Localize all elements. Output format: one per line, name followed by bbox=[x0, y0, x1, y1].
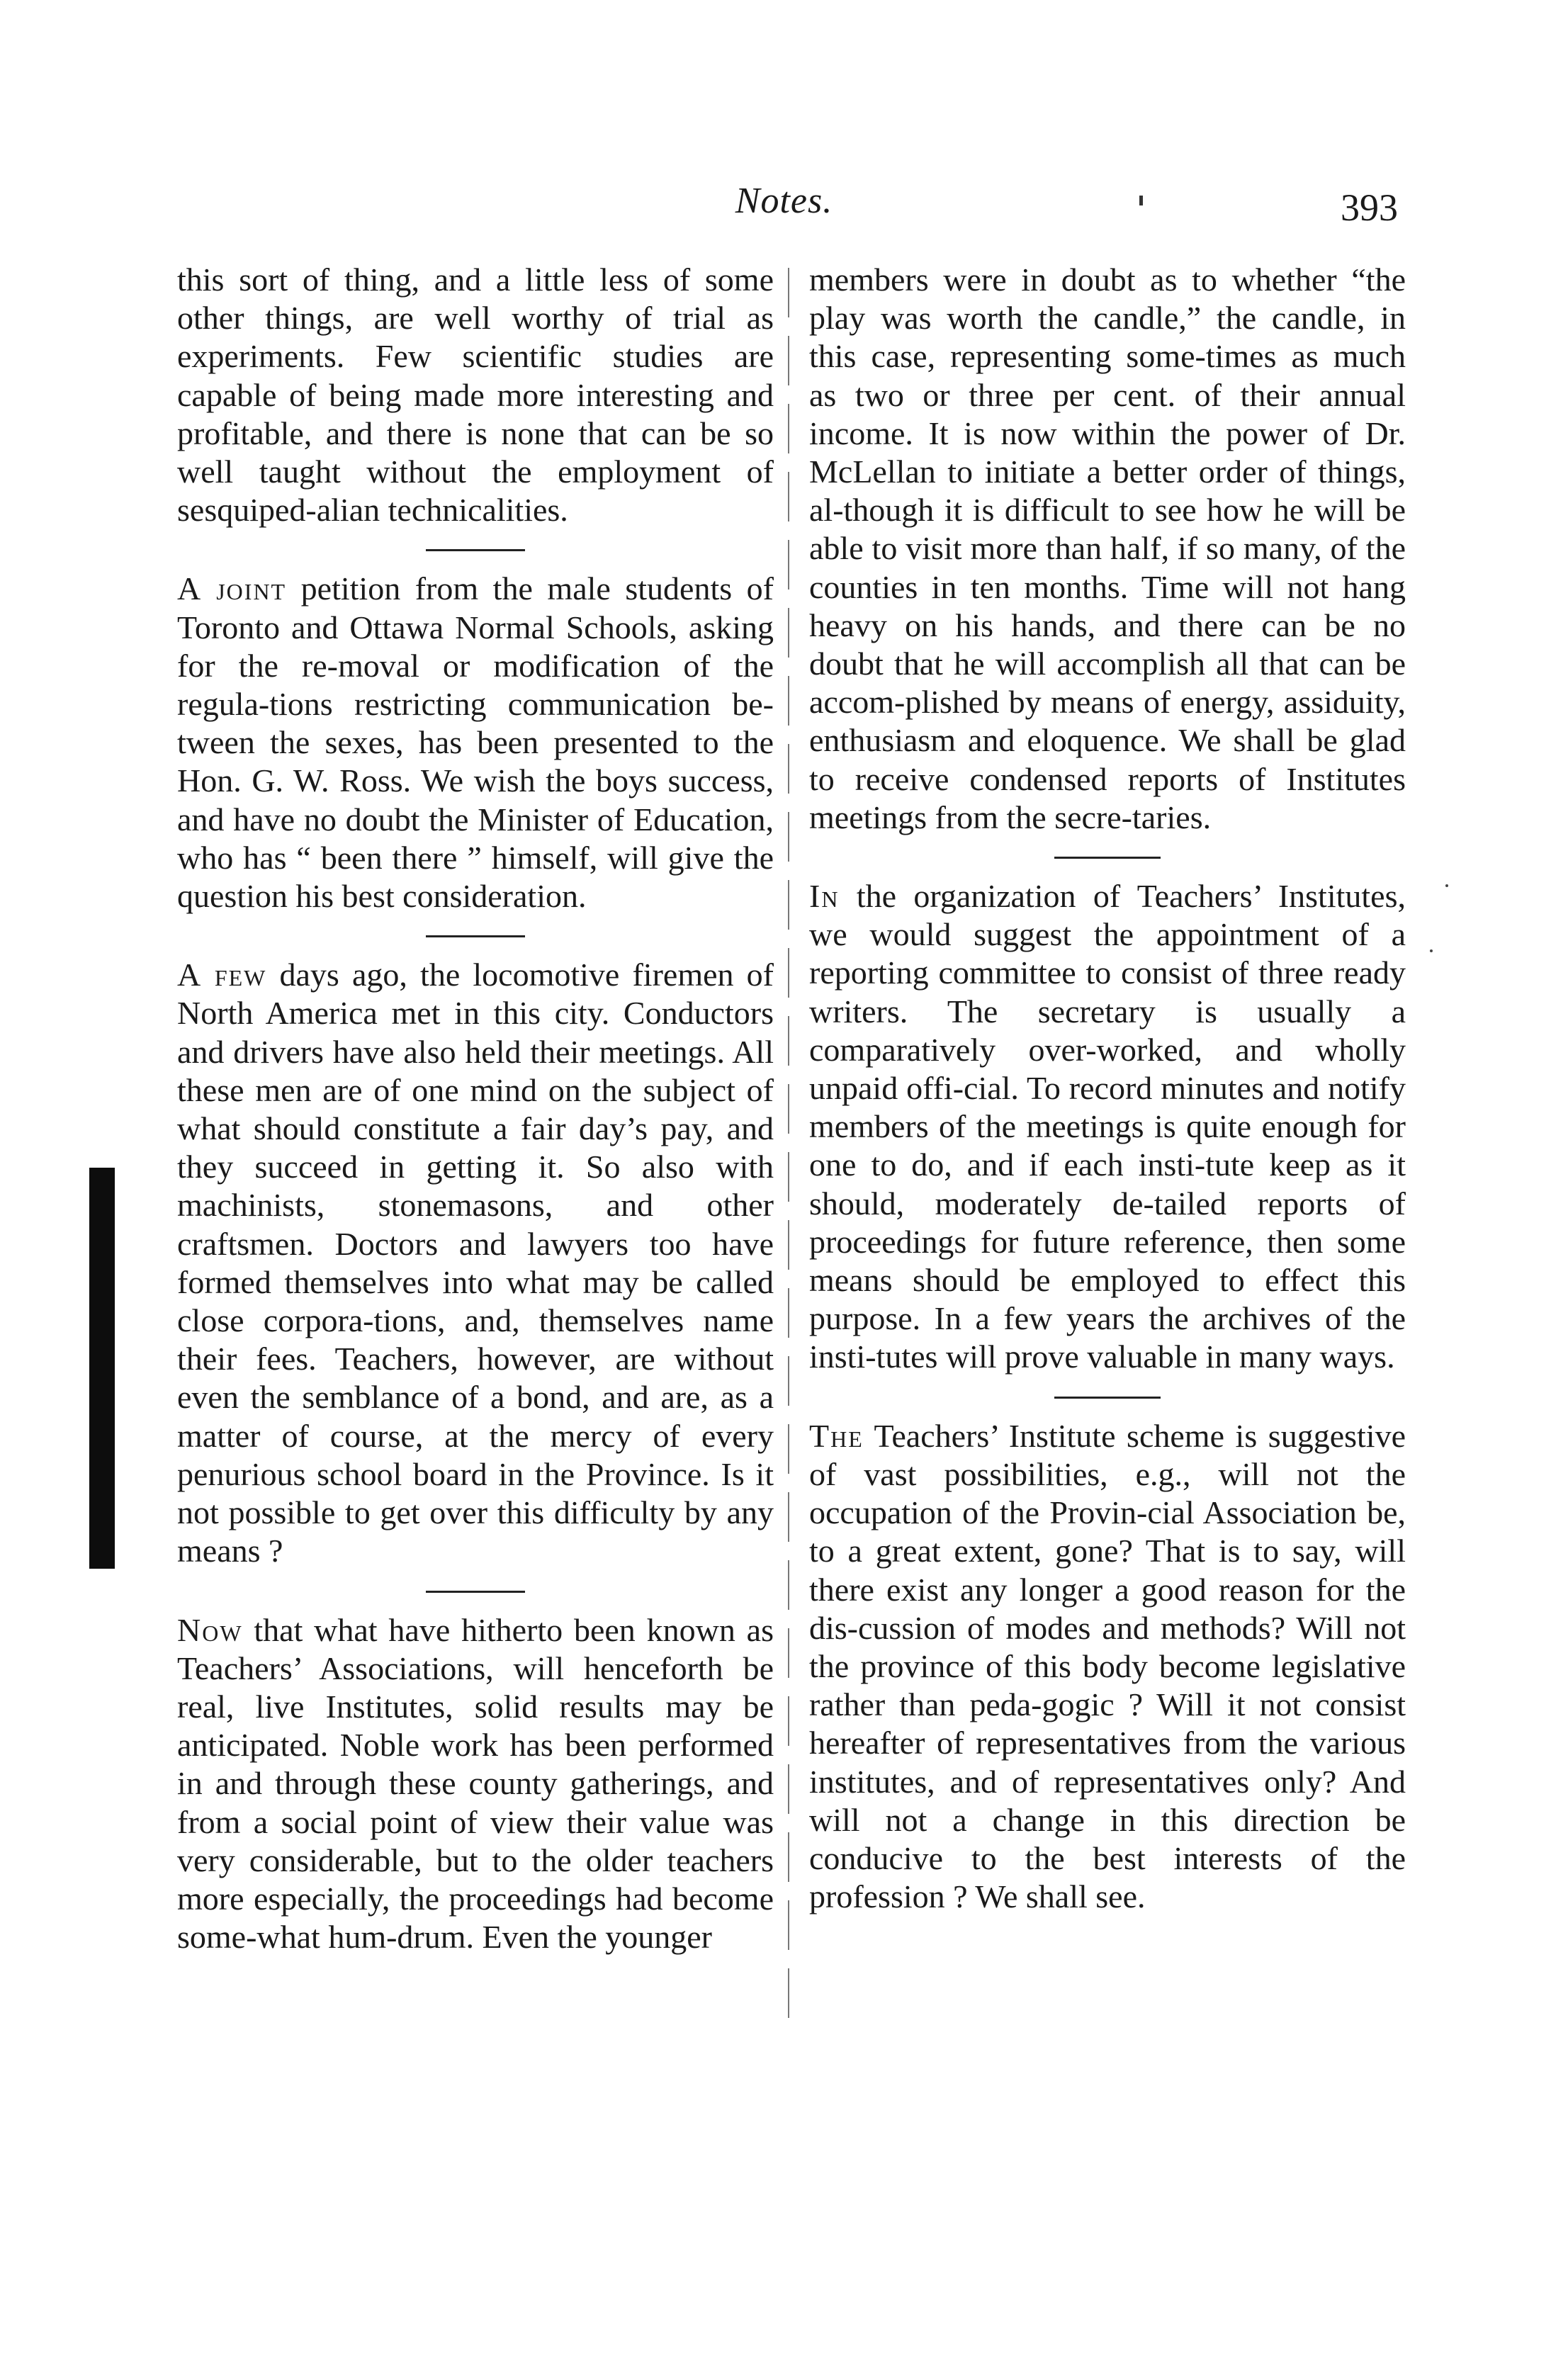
paragraph-scheme bbox=[809, 1417, 1406, 1917]
section-rule bbox=[1054, 1397, 1161, 1399]
section-rule bbox=[426, 549, 525, 551]
paragraph-firemen bbox=[177, 956, 774, 1570]
paragraph-text: petition from the male students of Toronto and Ottawa Normal Schools, asking for the re-moval or modification of the regula-tions restricting communication be-tween the sexes, has been presented to the Hon. G. W. Ross. We wish the boys success, and have no doubt the Minister of Education, who has “ been there ” himself, will give the question his best consideration. bbox=[177, 570, 774, 915]
paragraph-lead: A few bbox=[177, 957, 267, 993]
print-speck bbox=[1445, 884, 1448, 887]
paragraph-petition bbox=[177, 570, 774, 915]
section-rule bbox=[426, 1591, 525, 1593]
left-column bbox=[177, 261, 774, 1956]
paragraph-text: that what have hitherto been known as Teachers’ Associations, will henceforth be real, live Institutes, solid results may be anticipated. Noble work has been performed in and through these county gatherings, and from a social point of view their value was very considerable, but to the older teachers more especially, the proceedings had become some-what hum-drum. Even the younger bbox=[177, 1611, 774, 1956]
paragraph-lead: The bbox=[809, 1417, 864, 1454]
right-column bbox=[809, 261, 1406, 1916]
print-speck bbox=[1430, 949, 1433, 952]
paragraph-lead: A joint bbox=[177, 570, 287, 607]
page-number: 393 bbox=[1341, 186, 1398, 229]
paragraph-continued-right bbox=[809, 261, 1406, 837]
paragraph-text: members were in doubt as to whether “the play was worth the candle,” the candle, in this case, representing some-times as much as two or three per cent. of their annual income. It is now within the power of Dr. McLellan to initiate a better order of things, al-though it is difficult to see how he will be able to visit more than half, if so many, of the counties in ten months. Time will not hang heavy on his hands, and there can be no doubt that he will accomplish all that can be accom-plished by means of energy, assiduity, enthusiasm and eloquence. We shall be glad to receive condensed reports of Institutes meetings from the secre-taries. bbox=[809, 261, 1406, 835]
paragraph-text: the organization of Teachers’ Institutes, we would suggest the appointment of a reporting committee to consist of three ready writers. The secretary is usually a comparatively over-worked, and wholly unpaid offi-cial. To record minutes and notify members of the meetings is quite enough for one to do, and if each insti-tute keep as it should, moderately de-tailed reports of proceedings for future reference, then some means should be employed to effect this purpose. In a few years the archives of the insti-tutes will prove valuable in many ways. bbox=[809, 878, 1406, 1375]
paragraph-text: days ago, the locomotive firemen of North America met in this city. Conductors and drivers have also held their meetings. All these men are of one mind on the subject of what should constitute a fair day’s pay, and they succeed in getting it. So also with machinists, stonemasons, and other craftsmen. Doctors and lawyers too have formed themselves into what may be called close corpora-tions, and, themselves name their fees. Teachers, however, are without even the semblance of a bond, and are, as a matter of course, at the mercy of every penurious school board in the Province. Is it not possible to get over this difficulty by any means ? bbox=[177, 957, 774, 1569]
paragraph-organization bbox=[809, 877, 1406, 1377]
section-rule bbox=[1054, 857, 1161, 859]
paragraph-lead: In bbox=[809, 878, 840, 915]
paragraph-institutes bbox=[177, 1611, 774, 1957]
page-title: Notes. bbox=[735, 181, 833, 221]
paragraph-continued-left bbox=[177, 261, 774, 529]
margin-bar bbox=[89, 1168, 115, 1569]
paragraph-lead: Now bbox=[177, 1611, 243, 1648]
running-head bbox=[0, 176, 1568, 232]
column-divider bbox=[788, 268, 789, 2025]
section-rule bbox=[426, 935, 525, 937]
paragraph-text: Teachers’ Institute scheme is suggestive of vast possibilities, e.g., will not the occupation of the Provin-cial Association be, to a great extent, gone? That is to say, will there exist any longer a good reason for the dis-cussion of modes and methods? Will not the province of this body become legislative rather than peda-gogic ? Will it not consist hereafter of representatives from the various institutes, and of representatives only? And will not a change in this direction be conducive to the best interests of the profession ? We shall see. bbox=[809, 1417, 1406, 1915]
paragraph-text: this sort of thing, and a little less of some other things, are well worthy of trial as experiments. Few scientific studies are capable of being made more interesting and profitable, and there is none that can be so well taught without the employment of sesquiped-alian technicalities. bbox=[177, 261, 774, 529]
